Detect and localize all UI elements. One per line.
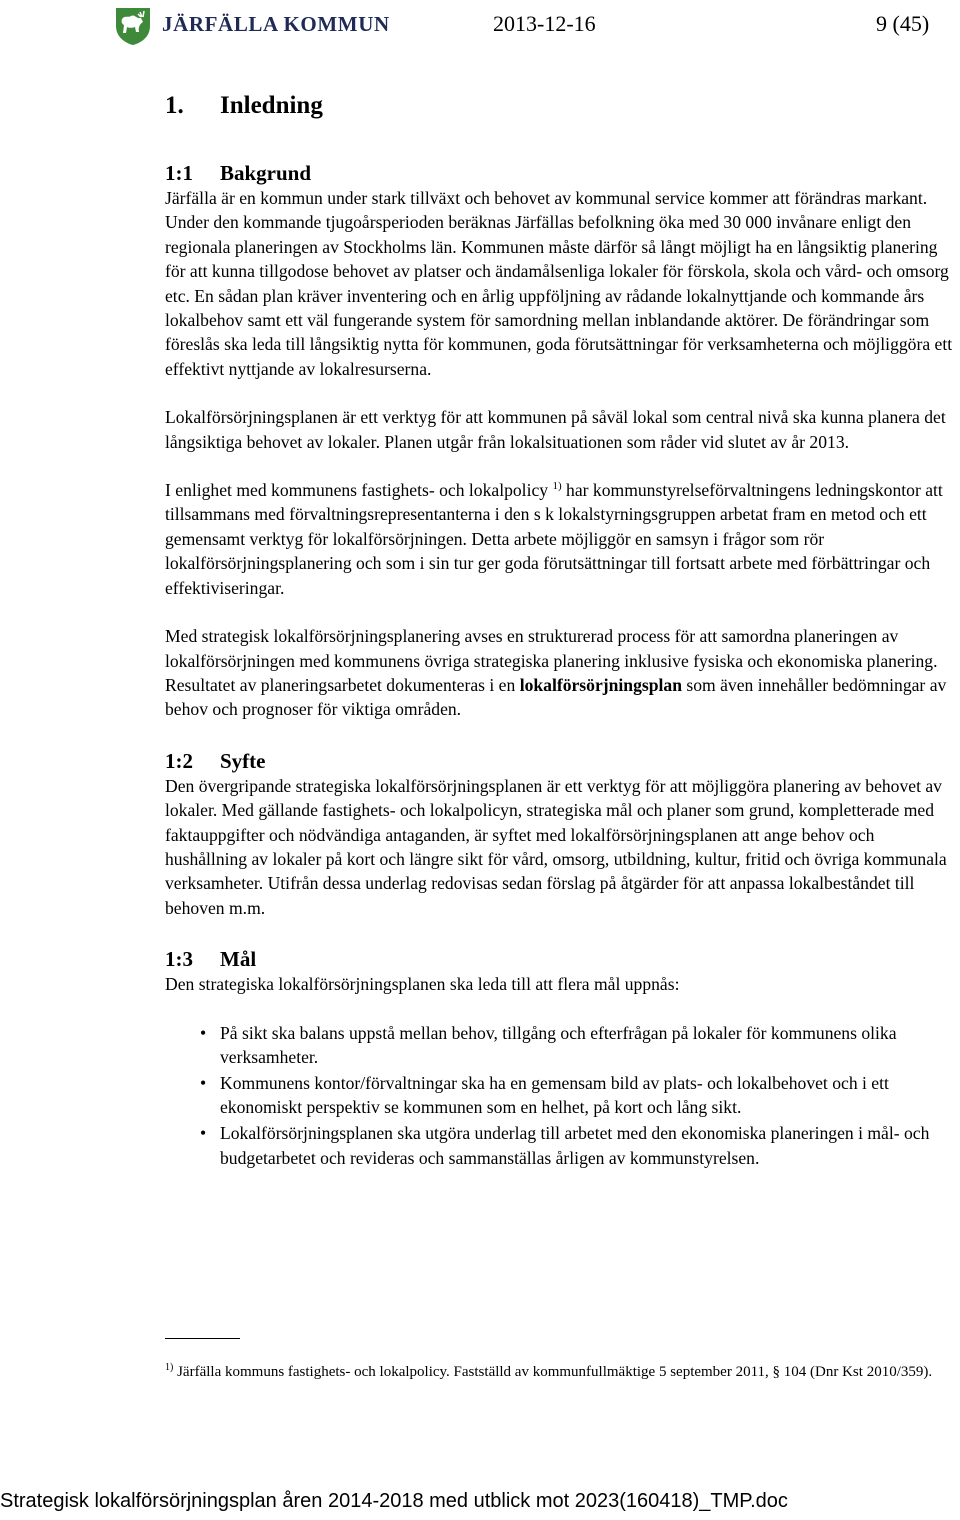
page-number: 9 (45): [876, 11, 930, 36]
list-item: [200, 1021, 958, 1070]
paragraph: [165, 624, 958, 722]
footnote-text: Järfälla kommuns fastighets- och lokalpolicy. Fastställd av kommunfullmäktige 5 september 2011, § 104 (Dnr Kst 2010/359).: [173, 1364, 933, 1380]
header-date: 2013-12-16: [493, 11, 596, 36]
page-content: [165, 88, 958, 1172]
list-item: [200, 1121, 958, 1170]
section-title: Bakgrund: [220, 161, 312, 185]
paragraph-text: Med strategisk lokalförsörjningsplanering avses en strukturerad process för att samordna planeringen av lokalförsörjningen med kommunens övriga strategiska planering inklusive fysiska och ekonomiska planering. Resultatet av planeringsarbetet dokumenteras i en: [165, 626, 938, 695]
paragraph: Den strategiska lokalförsörjningsplanen ska leda till att flera mål uppnås:: [165, 974, 680, 995]
paragraph: Järfälla är en kommun under stark tillväxt och behovet av kommunal service kommer att förändras markant. Under den kommande tjugoårsperioden beräknas Järfällas befolkning öka med 30 000 invånare enligt den regionala planeringen av Stockholms län. Kommunen måste därför så långt möjligt ha en långsiktig planering för att kunna tillgodose behovet av platser och ändamålsenliga lokaler för förskola, skola och vård- och omsorg etc. En sådan plan kräver inventering och en årlig uppföljning av rådande lokalnyttjande och kommande års lokalbehov samt ett väl fungerande system för samordning mellan inblandande aktörer. De förändringar som föreslås ska leda till långsiktig nytta för kommunen, goda förutsättningar för verksamheterna och möjliggöra ett effektivt nyttjande av lokalresurserna.: [165, 188, 953, 379]
paragraph-text: som även innehåller bedömningar av behov och prognoser för viktiga områden.: [165, 674, 947, 720]
brand-name: JÄRFÄLLA KOMMUN: [162, 12, 390, 36]
section-title: Mål: [220, 947, 257, 972]
footnote-marker: 1): [165, 1362, 174, 1373]
paragraph-text: har kommunstyrelseförvaltningens ledningskontor att tillsammans med förvaltningsrepresentanterna i den s k lokalstyrningsgruppen arbetat fram en metod och ett gemensamt verktyg för lokalförsörjningen. Detta arbete möjliggör en samsyn i frågor som rör lokalförsörjningsplanering och som i sin tur ger goda förutsättningar till fortsatt arbete med förbättringar och effektiviseringar.: [165, 480, 943, 598]
section-number: 1:2: [165, 748, 193, 773]
paragraph: Den övergripande strategiska lokalförsörjningsplanen är ett verktyg för att möjliggöra planering av behovet av lokaler. Med gällande fastighets- och lokalpolicyn, strategiska mål och planer som grund, kompletterade med faktauppgifter och nödvändiga antaganden, är syftet med lokalförsörjningsplanen att ange behov och hushållning av lokaler på kort och längre sikt för vård, omsorg, utbildning, kultur, fritid och övriga kommunala verksamheter. Utifrån dessa underlag redovisas sedan förslag på åtgärder för att anpassa lokalbeståndet till behoven m.m.: [165, 775, 947, 918]
section-heading-bakgrund: [165, 160, 958, 186]
chapter-heading: [165, 88, 958, 124]
goal-list: [165, 1021, 958, 1170]
paragraph-text: I enlighet med kommunens fastighets- och lokalpolicy: [165, 480, 549, 501]
list-item: [200, 1071, 958, 1120]
section-number: 1:1: [165, 161, 193, 185]
footnote-reference: 1): [552, 480, 562, 493]
section-number: 1:3: [165, 947, 193, 972]
list-item-text: Kommunens kontor/förvaltningar ska ha en gemensam bild av plats- och lokalbehovet och i ett ekonomiskt perspektiv se kommunen som en helhet, på kort och lång sikt.: [220, 1072, 889, 1118]
bold-term: lokalförsörjningsplan: [519, 674, 682, 695]
list-item-text: Lokalförsörjningsplanen ska utgöra underlag till arbetet med den ekonomiska planeringen i mål- och budgetarbetet och revideras och sammanställas årligen av kommunstyrelsen.: [220, 1123, 930, 1168]
section-title: Syfte: [220, 748, 266, 773]
bullet-icon: •: [200, 1022, 207, 1043]
page-header: [0, 0, 960, 60]
section-heading-mal: [165, 946, 958, 972]
chapter-title: Inledning: [220, 92, 323, 119]
list-item-text: På sikt ska balans uppstå mellan behov, tillgång och efterfrågan på lokaler för kommunens olika verksamheter.: [220, 1022, 897, 1067]
paragraph: Lokalförsörjningsplanen är ett verktyg för att kommunen på såväl lokal som central nivå ska kunna planera det långsiktiga behovet av lokaler. Planen utgår från lokalsituationen som råder vid slutet av år 2013.: [165, 407, 946, 452]
section-heading-syfte: [165, 748, 958, 774]
page-footer: Strategisk lokalförsörjningsplan åren 2014-2018 med utblick mot 2023(160418)_TMP.doc: [0, 1490, 788, 1512]
chapter-number: 1.: [165, 92, 184, 119]
bullet-icon: •: [200, 1123, 207, 1144]
bullet-icon: •: [200, 1072, 207, 1093]
jarfalla-coat-of-arms-icon: [114, 6, 152, 46]
footnote: [165, 1362, 955, 1382]
paragraph: [165, 478, 958, 600]
footnote-separator: [165, 1338, 240, 1339]
